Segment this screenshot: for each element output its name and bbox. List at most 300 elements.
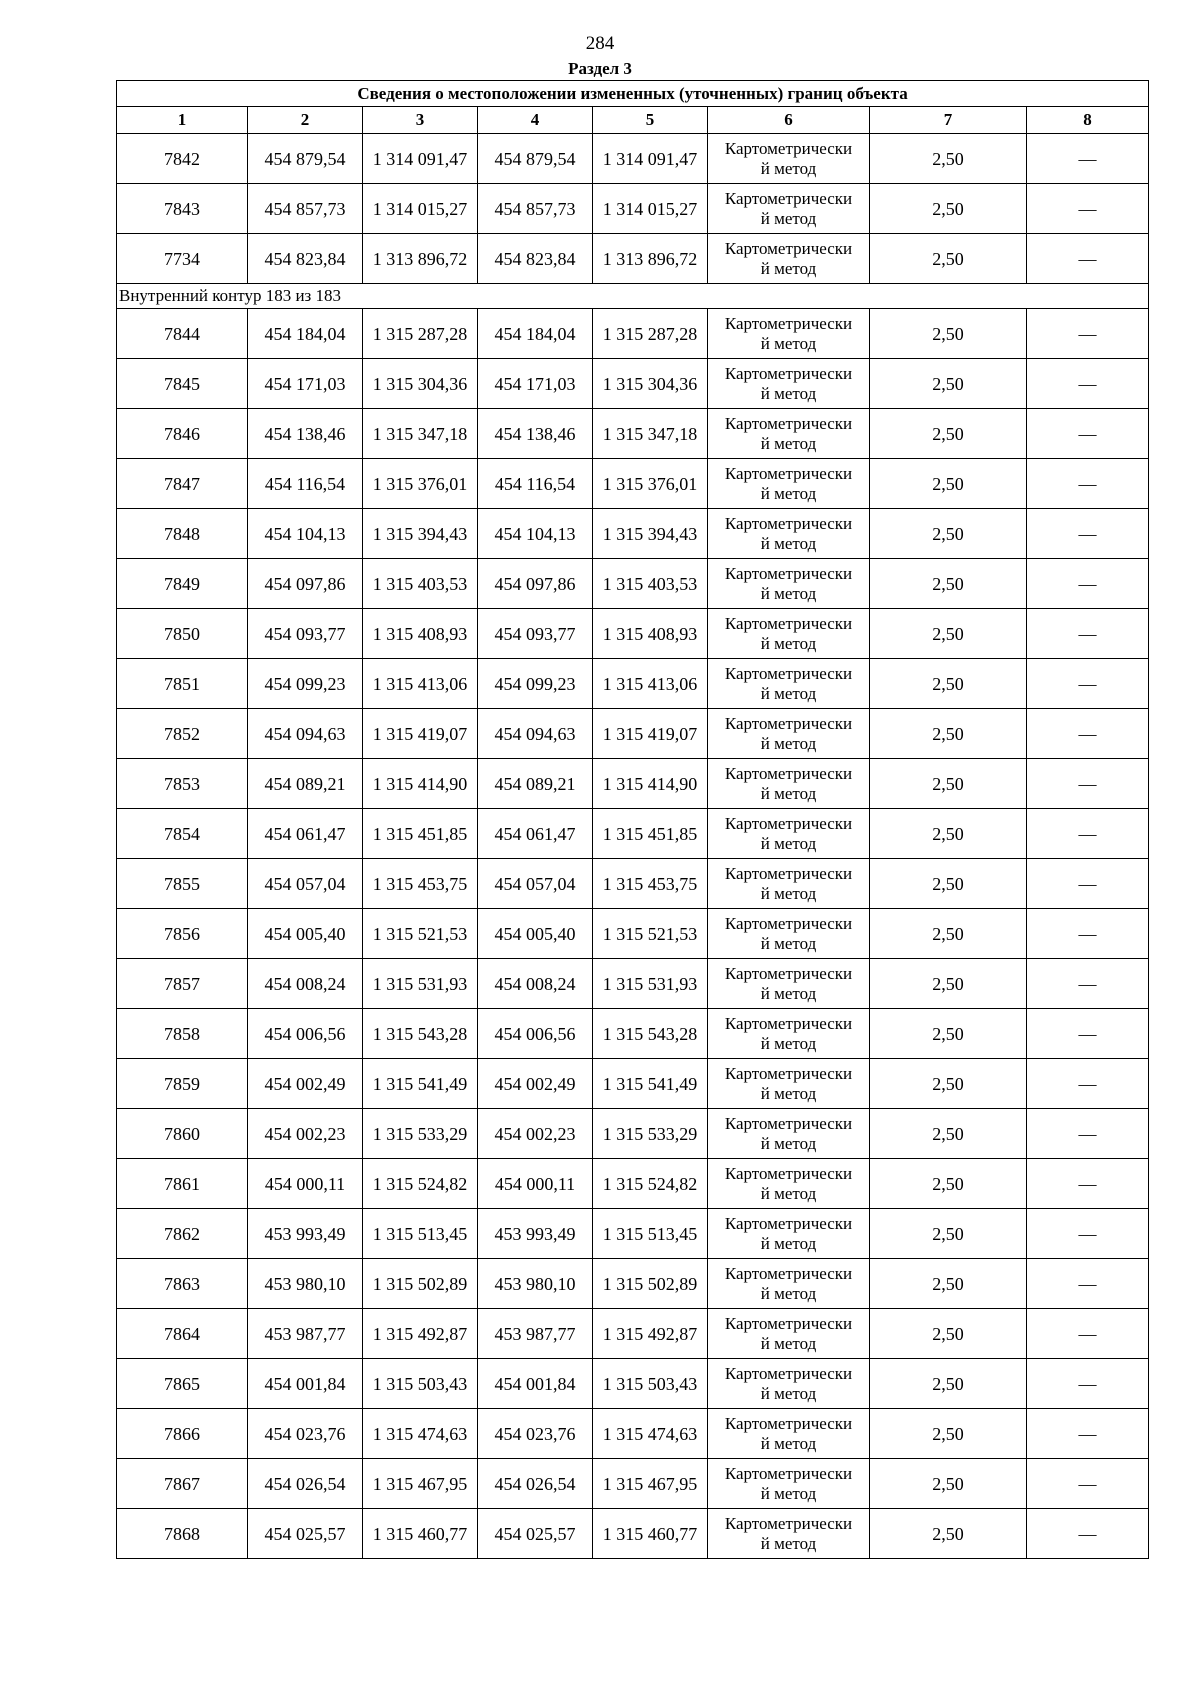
y-old-cell: 1 315 513,45	[363, 1209, 478, 1259]
x-new-cell: 454 879,54	[478, 134, 593, 184]
description-cell: —	[1027, 909, 1149, 959]
point-number-cell: 7865	[117, 1359, 248, 1409]
method-cell	[708, 1009, 870, 1059]
x-old-cell: 453 993,49	[248, 1209, 363, 1259]
y-old-cell: 1 315 531,93	[363, 959, 478, 1009]
accuracy-cell: 2,50	[870, 1409, 1027, 1459]
method-line: й метод	[760, 833, 817, 853]
table-row	[117, 459, 1149, 509]
y-old-cell: 1 315 413,06	[363, 659, 478, 709]
method-line: Картометрически	[724, 1163, 853, 1183]
table-row	[117, 659, 1149, 709]
accuracy-cell: 2,50	[870, 709, 1027, 759]
table-row	[117, 759, 1149, 809]
x-new-cell: 454 184,04	[478, 309, 593, 359]
method-line: й метод	[760, 1183, 817, 1203]
method-line: й метод	[760, 383, 817, 403]
description-cell: —	[1027, 1309, 1149, 1359]
method-line: Картометрически	[724, 1313, 853, 1333]
accuracy-cell: 2,50	[870, 1359, 1027, 1409]
method-cell	[708, 459, 870, 509]
y-old-cell: 1 315 451,85	[363, 809, 478, 859]
x-old-cell: 454 006,56	[248, 1009, 363, 1059]
point-number-cell: 7849	[117, 559, 248, 609]
accuracy-cell: 2,50	[870, 809, 1027, 859]
table-row	[117, 909, 1149, 959]
method-line: й метод	[760, 333, 817, 353]
accuracy-cell: 2,50	[870, 909, 1027, 959]
column-header: 3	[363, 107, 478, 134]
point-number-cell: 7867	[117, 1459, 248, 1509]
description-cell: —	[1027, 1009, 1149, 1059]
description-cell: —	[1027, 184, 1149, 234]
x-new-cell: 454 089,21	[478, 759, 593, 809]
description-cell: —	[1027, 1359, 1149, 1409]
x-old-cell: 454 025,57	[248, 1509, 363, 1559]
method-cell	[708, 409, 870, 459]
y-new-cell: 1 315 460,77	[593, 1509, 708, 1559]
x-old-cell: 454 857,73	[248, 184, 363, 234]
method-cell	[708, 1309, 870, 1359]
x-new-cell: 454 099,23	[478, 659, 593, 709]
method-line: й метод	[760, 1283, 817, 1303]
x-old-cell: 454 089,21	[248, 759, 363, 809]
method-line: Картометрически	[724, 563, 853, 583]
method-cell	[708, 509, 870, 559]
x-old-cell: 454 023,76	[248, 1409, 363, 1459]
x-new-cell: 454 057,04	[478, 859, 593, 909]
y-new-cell: 1 315 467,95	[593, 1459, 708, 1509]
column-header: 2	[248, 107, 363, 134]
y-old-cell: 1 315 474,63	[363, 1409, 478, 1459]
description-cell: —	[1027, 959, 1149, 1009]
accuracy-cell: 2,50	[870, 1459, 1027, 1509]
method-line: й метод	[760, 1133, 817, 1153]
x-old-cell: 454 171,03	[248, 359, 363, 409]
method-line: й метод	[760, 633, 817, 653]
contour-label: Внутренний контур 183 из 183	[117, 284, 1149, 309]
description-cell: —	[1027, 1259, 1149, 1309]
method-line: й метод	[760, 1033, 817, 1053]
y-old-cell: 1 314 015,27	[363, 184, 478, 234]
x-old-cell: 454 138,46	[248, 409, 363, 459]
x-new-cell: 454 026,54	[478, 1459, 593, 1509]
x-new-cell: 454 002,23	[478, 1109, 593, 1159]
method-line: Картометрически	[724, 413, 853, 433]
y-old-cell: 1 315 521,53	[363, 909, 478, 959]
method-line: Картометрически	[724, 913, 853, 933]
y-old-cell: 1 315 304,36	[363, 359, 478, 409]
table-row	[117, 1309, 1149, 1359]
method-cell	[708, 1109, 870, 1159]
method-cell	[708, 1359, 870, 1409]
column-header: 8	[1027, 107, 1149, 134]
table-row	[117, 1009, 1149, 1059]
y-new-cell: 1 315 287,28	[593, 309, 708, 359]
y-new-cell: 1 315 419,07	[593, 709, 708, 759]
x-old-cell: 454 099,23	[248, 659, 363, 709]
point-number-cell: 7862	[117, 1209, 248, 1259]
method-line: Картометрически	[724, 363, 853, 383]
point-number-cell: 7857	[117, 959, 248, 1009]
y-new-cell: 1 315 403,53	[593, 559, 708, 609]
x-new-cell: 454 001,84	[478, 1359, 593, 1409]
method-line: Картометрически	[724, 138, 853, 158]
x-old-cell: 454 184,04	[248, 309, 363, 359]
method-cell	[708, 1459, 870, 1509]
method-line: й метод	[760, 258, 817, 278]
point-number-cell: 7842	[117, 134, 248, 184]
page-number: 284	[585, 33, 615, 54]
x-old-cell: 454 116,54	[248, 459, 363, 509]
table-row	[117, 609, 1149, 659]
y-new-cell: 1 315 394,43	[593, 509, 708, 559]
point-number-cell: 7851	[117, 659, 248, 709]
x-new-cell: 454 061,47	[478, 809, 593, 859]
method-line: й метод	[760, 783, 817, 803]
accuracy-cell: 2,50	[870, 1059, 1027, 1109]
x-new-cell: 454 116,54	[478, 459, 593, 509]
table-row	[117, 959, 1149, 1009]
accuracy-cell: 2,50	[870, 1509, 1027, 1559]
y-new-cell: 1 315 453,75	[593, 859, 708, 909]
y-old-cell: 1 315 403,53	[363, 559, 478, 609]
method-line: Картометрически	[724, 1263, 853, 1283]
table-row	[117, 1059, 1149, 1109]
x-new-cell: 454 094,63	[478, 709, 593, 759]
y-new-cell: 1 315 543,28	[593, 1009, 708, 1059]
method-line: Картометрически	[724, 1463, 853, 1483]
description-cell: —	[1027, 659, 1149, 709]
table-row	[117, 1509, 1149, 1559]
y-new-cell: 1 315 414,90	[593, 759, 708, 809]
point-number-cell: 7855	[117, 859, 248, 909]
table-row	[117, 234, 1149, 284]
accuracy-cell: 2,50	[870, 409, 1027, 459]
description-cell: —	[1027, 459, 1149, 509]
method-line: Картометрически	[724, 1113, 853, 1133]
y-new-cell: 1 315 408,93	[593, 609, 708, 659]
method-cell	[708, 809, 870, 859]
x-new-cell: 454 171,03	[478, 359, 593, 409]
point-number-cell: 7868	[117, 1509, 248, 1559]
accuracy-cell: 2,50	[870, 1159, 1027, 1209]
accuracy-cell: 2,50	[870, 459, 1027, 509]
table-row	[117, 184, 1149, 234]
table-body	[117, 134, 1149, 1559]
y-old-cell: 1 315 419,07	[363, 709, 478, 759]
description-cell: —	[1027, 1409, 1149, 1459]
method-line: Картометрически	[724, 463, 853, 483]
point-number-cell: 7854	[117, 809, 248, 859]
column-header: 5	[593, 107, 708, 134]
x-old-cell: 454 093,77	[248, 609, 363, 659]
point-number-cell: 7845	[117, 359, 248, 409]
x-new-cell: 454 823,84	[478, 234, 593, 284]
accuracy-cell: 2,50	[870, 859, 1027, 909]
x-old-cell: 454 097,86	[248, 559, 363, 609]
table-row	[117, 359, 1149, 409]
method-line: Картометрически	[724, 1013, 853, 1033]
method-line: й метод	[760, 883, 817, 903]
method-cell	[708, 184, 870, 234]
description-cell: —	[1027, 1059, 1149, 1109]
point-number-cell: 7860	[117, 1109, 248, 1159]
y-old-cell: 1 313 896,72	[363, 234, 478, 284]
method-line: й метод	[760, 158, 817, 178]
y-old-cell: 1 315 414,90	[363, 759, 478, 809]
y-new-cell: 1 314 091,47	[593, 134, 708, 184]
method-line: Картометрически	[724, 663, 853, 683]
method-line: Картометрически	[724, 613, 853, 633]
point-number-cell: 7847	[117, 459, 248, 509]
point-number-cell: 7852	[117, 709, 248, 759]
y-new-cell: 1 315 474,63	[593, 1409, 708, 1459]
method-line: й метод	[760, 683, 817, 703]
method-cell	[708, 609, 870, 659]
accuracy-cell: 2,50	[870, 1259, 1027, 1309]
method-line: й метод	[760, 208, 817, 228]
coordinates-table	[116, 80, 1149, 1559]
method-cell	[708, 959, 870, 1009]
point-number-cell: 7858	[117, 1009, 248, 1059]
x-new-cell: 454 104,13	[478, 509, 593, 559]
method-line: Картометрически	[724, 1363, 853, 1383]
x-old-cell: 454 005,40	[248, 909, 363, 959]
accuracy-cell: 2,50	[870, 234, 1027, 284]
x-old-cell: 453 987,77	[248, 1309, 363, 1359]
y-new-cell: 1 315 503,43	[593, 1359, 708, 1409]
method-cell	[708, 1409, 870, 1459]
description-cell: —	[1027, 759, 1149, 809]
x-new-cell: 454 025,57	[478, 1509, 593, 1559]
x-old-cell: 454 002,49	[248, 1059, 363, 1109]
x-old-cell: 454 057,04	[248, 859, 363, 909]
y-new-cell: 1 315 492,87	[593, 1309, 708, 1359]
description-cell: —	[1027, 859, 1149, 909]
y-old-cell: 1 315 502,89	[363, 1259, 478, 1309]
x-new-cell: 454 023,76	[478, 1409, 593, 1459]
x-old-cell: 454 002,23	[248, 1109, 363, 1159]
method-cell	[708, 709, 870, 759]
contour-row	[117, 284, 1149, 309]
description-cell: —	[1027, 609, 1149, 659]
method-cell	[708, 359, 870, 409]
description-cell: —	[1027, 1509, 1149, 1559]
method-line: й метод	[760, 433, 817, 453]
method-cell	[708, 909, 870, 959]
point-number-cell: 7859	[117, 1059, 248, 1109]
point-number-cell: 7861	[117, 1159, 248, 1209]
method-line: й метод	[760, 1233, 817, 1253]
method-line: й метод	[760, 1483, 817, 1503]
y-old-cell: 1 315 347,18	[363, 409, 478, 459]
method-line: й метод	[760, 1533, 817, 1553]
point-number-cell: 7866	[117, 1409, 248, 1459]
table-row	[117, 1359, 1149, 1409]
y-new-cell: 1 315 347,18	[593, 409, 708, 459]
method-line: й метод	[760, 1333, 817, 1353]
method-cell	[708, 759, 870, 809]
description-cell: —	[1027, 359, 1149, 409]
y-new-cell: 1 315 541,49	[593, 1059, 708, 1109]
method-cell	[708, 659, 870, 709]
y-old-cell: 1 315 503,43	[363, 1359, 478, 1409]
method-cell	[708, 1159, 870, 1209]
y-old-cell: 1 315 541,49	[363, 1059, 478, 1109]
method-line: Картометрически	[724, 1213, 853, 1233]
column-header: 6	[708, 107, 870, 134]
method-cell	[708, 1259, 870, 1309]
point-number-cell: 7853	[117, 759, 248, 809]
y-old-cell: 1 315 394,43	[363, 509, 478, 559]
y-new-cell: 1 314 015,27	[593, 184, 708, 234]
accuracy-cell: 2,50	[870, 609, 1027, 659]
method-line: Картометрически	[724, 1513, 853, 1533]
x-new-cell: 454 006,56	[478, 1009, 593, 1059]
table-row	[117, 409, 1149, 459]
table-row	[117, 1109, 1149, 1159]
y-old-cell: 1 315 287,28	[363, 309, 478, 359]
description-cell: —	[1027, 809, 1149, 859]
method-line: Картометрически	[724, 863, 853, 883]
method-cell	[708, 859, 870, 909]
description-cell: —	[1027, 234, 1149, 284]
description-cell: —	[1027, 709, 1149, 759]
description-cell: —	[1027, 309, 1149, 359]
y-new-cell: 1 315 533,29	[593, 1109, 708, 1159]
x-new-cell: 454 138,46	[478, 409, 593, 459]
method-line: й метод	[760, 483, 817, 503]
accuracy-cell: 2,50	[870, 1109, 1027, 1159]
y-new-cell: 1 315 521,53	[593, 909, 708, 959]
method-line: Картометрически	[724, 513, 853, 533]
x-old-cell: 454 061,47	[248, 809, 363, 859]
method-cell	[708, 1509, 870, 1559]
table-row	[117, 1459, 1149, 1509]
method-line: Картометрически	[724, 1413, 853, 1433]
table-row	[117, 859, 1149, 909]
x-old-cell: 454 094,63	[248, 709, 363, 759]
table-row	[117, 809, 1149, 859]
accuracy-cell: 2,50	[870, 359, 1027, 409]
y-old-cell: 1 315 408,93	[363, 609, 478, 659]
table-row	[117, 309, 1149, 359]
method-cell	[708, 309, 870, 359]
accuracy-cell: 2,50	[870, 759, 1027, 809]
x-old-cell: 454 879,54	[248, 134, 363, 184]
column-header: 4	[478, 107, 593, 134]
y-new-cell: 1 315 513,45	[593, 1209, 708, 1259]
table-header-row	[117, 107, 1149, 134]
description-cell: —	[1027, 1109, 1149, 1159]
y-new-cell: 1 315 376,01	[593, 459, 708, 509]
method-line: Картометрически	[724, 238, 853, 258]
method-line: й метод	[760, 983, 817, 1003]
section-title: Раздел 3	[568, 59, 632, 78]
y-old-cell: 1 315 524,82	[363, 1159, 478, 1209]
method-cell	[708, 234, 870, 284]
point-number-cell: 7843	[117, 184, 248, 234]
x-new-cell: 454 093,77	[478, 609, 593, 659]
y-old-cell: 1 315 453,75	[363, 859, 478, 909]
accuracy-cell: 2,50	[870, 1209, 1027, 1259]
x-old-cell: 454 001,84	[248, 1359, 363, 1409]
accuracy-cell: 2,50	[870, 959, 1027, 1009]
method-cell	[708, 134, 870, 184]
column-header: 1	[117, 107, 248, 134]
table-caption: Сведения о местоположении измененных (уточненных) границ объекта	[117, 81, 1149, 107]
y-new-cell: 1 315 502,89	[593, 1259, 708, 1309]
y-old-cell: 1 315 533,29	[363, 1109, 478, 1159]
x-old-cell: 454 026,54	[248, 1459, 363, 1509]
method-line: Картометрически	[724, 313, 853, 333]
method-line: й метод	[760, 1433, 817, 1453]
method-line: й метод	[760, 533, 817, 553]
x-new-cell: 453 993,49	[478, 1209, 593, 1259]
method-line: й метод	[760, 1383, 817, 1403]
accuracy-cell: 2,50	[870, 509, 1027, 559]
table-row	[117, 709, 1149, 759]
table-row	[117, 509, 1149, 559]
table-row	[117, 1159, 1149, 1209]
method-cell	[708, 1209, 870, 1259]
x-new-cell: 454 005,40	[478, 909, 593, 959]
description-cell: —	[1027, 559, 1149, 609]
method-line: Картометрически	[724, 188, 853, 208]
x-old-cell: 453 980,10	[248, 1259, 363, 1309]
description-cell: —	[1027, 409, 1149, 459]
x-new-cell: 454 857,73	[478, 184, 593, 234]
method-line: й метод	[760, 583, 817, 603]
x-old-cell: 454 823,84	[248, 234, 363, 284]
y-old-cell: 1 315 492,87	[363, 1309, 478, 1359]
method-cell	[708, 559, 870, 609]
method-line: Картометрически	[724, 763, 853, 783]
method-cell	[708, 1059, 870, 1109]
table-row	[117, 1259, 1149, 1309]
y-new-cell: 1 315 531,93	[593, 959, 708, 1009]
column-header: 7	[870, 107, 1027, 134]
x-new-cell: 454 002,49	[478, 1059, 593, 1109]
accuracy-cell: 2,50	[870, 559, 1027, 609]
accuracy-cell: 2,50	[870, 134, 1027, 184]
point-number-cell: 7850	[117, 609, 248, 659]
description-cell: —	[1027, 509, 1149, 559]
description-cell: —	[1027, 1459, 1149, 1509]
point-number-cell: 7848	[117, 509, 248, 559]
point-number-cell: 7864	[117, 1309, 248, 1359]
y-old-cell: 1 315 467,95	[363, 1459, 478, 1509]
table-row	[117, 559, 1149, 609]
y-new-cell: 1 315 413,06	[593, 659, 708, 709]
method-line: Картометрически	[724, 963, 853, 983]
x-old-cell: 454 104,13	[248, 509, 363, 559]
table-caption-row	[117, 81, 1149, 107]
y-old-cell: 1 315 460,77	[363, 1509, 478, 1559]
description-cell: —	[1027, 1159, 1149, 1209]
table-row	[117, 134, 1149, 184]
accuracy-cell: 2,50	[870, 184, 1027, 234]
method-line: Картометрически	[724, 1063, 853, 1083]
x-new-cell: 454 008,24	[478, 959, 593, 1009]
accuracy-cell: 2,50	[870, 1309, 1027, 1359]
point-number-cell: 7856	[117, 909, 248, 959]
accuracy-cell: 2,50	[870, 309, 1027, 359]
y-new-cell: 1 315 451,85	[593, 809, 708, 859]
y-old-cell: 1 315 543,28	[363, 1009, 478, 1059]
x-new-cell: 454 097,86	[478, 559, 593, 609]
